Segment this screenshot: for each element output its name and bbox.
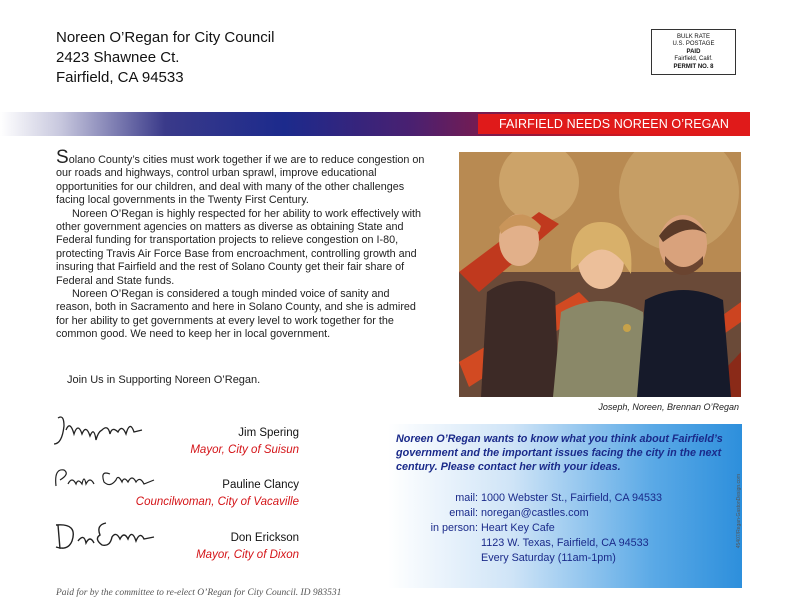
endorser-3-title: Mayor, City of Dixon	[196, 549, 299, 561]
postage-indicia	[651, 29, 736, 75]
signature-don-erickson	[50, 513, 160, 555]
join-us-line: Join Us in Supporting Noreen O’Regan.	[67, 374, 261, 386]
contact-mail-label: mail:	[455, 492, 478, 504]
body-paragraph-1	[56, 147, 428, 208]
return-address-line3: Fairfield, CA 94533	[56, 69, 184, 86]
indicia-line2: U.S. POSTAGE	[672, 41, 715, 48]
indicia-line4: Fairfield, Calif.	[674, 56, 713, 63]
contact-panel	[388, 424, 742, 588]
indicia-line5: PERMIT NO. 8	[673, 63, 714, 70]
indicia-line3: PAID	[686, 48, 701, 55]
endorser-1-title: Mayor, City of Suisun	[190, 444, 299, 456]
contact-intro: Noreen O’Regan wants to know what you think about Fairfield’s government and the important issues facing the city in the next century. Please contact her with your ideas.	[396, 433, 723, 473]
endorser-2-title: Councilwoman, City of Vacaville	[135, 496, 299, 508]
body-copy	[56, 147, 428, 342]
contact-mail-value: 1000 Webster St., Fairfield, CA 94533	[481, 492, 663, 504]
return-address	[56, 28, 274, 88]
banner-label: FAIRFIELD NEEDS NOREEN O’REGAN	[478, 114, 750, 134]
endorser-3-name: Don Erickson	[230, 532, 299, 544]
contact-inperson-label: in person:	[430, 522, 478, 534]
endorser-3	[196, 530, 299, 564]
contact-email-value[interactable]: noregan@castles.com	[481, 507, 589, 519]
return-address-line1: Noreen O’Regan for City Council	[56, 29, 275, 46]
indicia-line1: BULK RATE	[677, 34, 710, 40]
endorser-2-name: Pauline Clancy	[222, 479, 299, 491]
design-credit: 45407/Regan-GastonDesign.com	[736, 474, 742, 549]
signature-jim-spering	[50, 410, 160, 452]
photo-caption: Joseph, Noreen, Brennan O’Regan	[598, 402, 739, 412]
endorser-1-name: Jim Spering	[238, 427, 299, 439]
body-paragraph-1-text: olano County’s cities must work together if we are to reduce congestion on our roads and highways, control urban sprawl, improve educational opportunities for our children, and deal with many of the other challenges facing local governments in the Twenty First Century.	[56, 154, 425, 207]
endorser-2	[136, 477, 299, 511]
family-photo-illustration	[459, 152, 741, 397]
drop-cap: S	[56, 147, 69, 168]
return-address-line2: 2423 Shawnee Ct.	[56, 49, 180, 66]
contact-inperson-line2: 1123 W. Texas, Fairfield, CA 94533	[481, 537, 649, 549]
body-paragraph-2: Noreen O’Regan is highly respected for her ability to work effectively with other government agencies on matters as diverse as obtaining State and Federal funding for transportation projects to relieve congestion on I-80, protecting Travis Air Force Base from encroachment, controlling growth and insuring that Fairfield and the rest of Solano County get their fair share of Federal and State funds.	[56, 207, 422, 287]
contact-inperson-line3: Every Saturday (11am-1pm)	[481, 552, 616, 564]
endorser-1	[190, 425, 299, 459]
family-photo	[459, 152, 741, 397]
body-paragraph-3: Noreen O’Regan is considered a tough minded voice of sanity and reason, both in Sacramento and here in Solano County, and she is admired for her ability to get governments at every level to work together for the common good. We need to keep her in local government.	[56, 288, 416, 341]
contact-email-label: email:	[449, 507, 478, 519]
contact-inperson-line1: Heart Key Cafe	[481, 522, 555, 534]
paid-for-by-notice: Paid for by the committee to re-elect O’Regan for City Council. ID 983531	[56, 588, 342, 598]
